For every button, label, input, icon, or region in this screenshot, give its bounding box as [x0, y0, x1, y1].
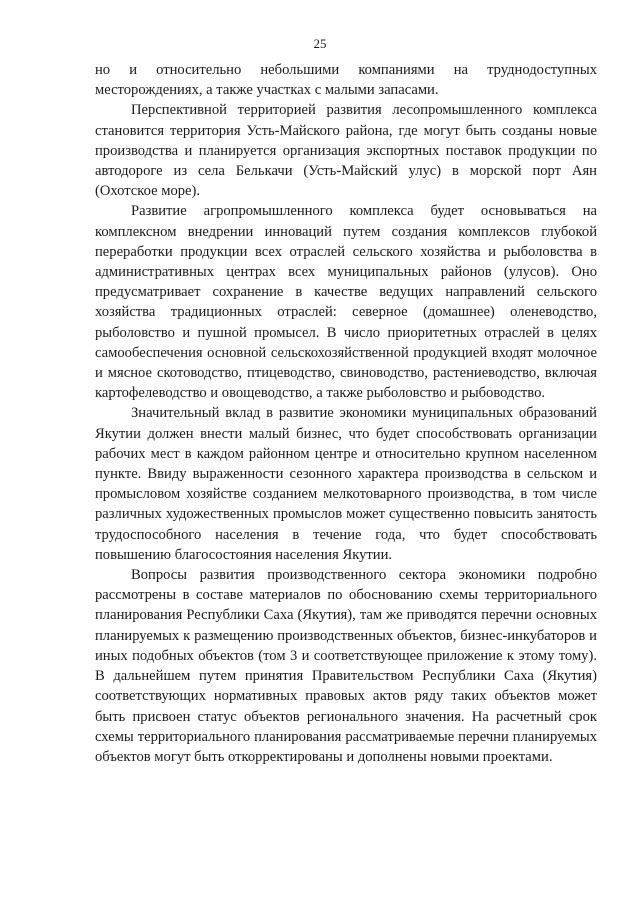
paragraph-small-business: Значительный вклад в развитие экономики муниципальных образований Якутии должен внести малый бизнес, что будет способствовать организации рабочих мест в каждом районном центре и относительно крупном населенном пункте. Ввиду выраженности сезонного характера производства в сельском и промысловом хозяйстве созданием мелкотоварного производства, в том числе различных художественных промыслов может существенно повысить занятость трудоспособного населения в течение года, что будет способствовать повышению благосостояния населения Якутии.	[95, 405, 597, 563]
page-number: 25	[313, 36, 327, 51]
document-body	[95, 60, 597, 767]
paragraph-production-sector: Вопросы развития производственного сектора экономики подробно рассмотрены в составе материалов по обоснованию схемы территориального планирования Республики Саха (Якутия), там же приводятся перечни основных планируемых к размещению производственных объектов, бизнес-инкубаторов и иных подобных объектов (том 3 и соответствующее приложение к этому тому). В дальнейшем путем принятия Правительством Республики Саха (Якутия) соответствующих нормативных правовых актов ряду таких объектов может быть присвоен статус объектов регионального значения. На расчетный срок схемы территориального планирования рассматриваемые перечни планируемых объектов могут быть откорректированы и дополнены новыми проектами.	[95, 567, 597, 765]
paragraph-continuation: но и относительно небольшими компаниями на труднодоступных месторождениях, а также участках с малыми запасами.	[95, 62, 597, 99]
paragraph-agriculture: Развитие агропромышленного комплекса будет основываться на комплексном внедрении инноваций путем создания комплексов глубокой переработки продукции всех отраслей сельского хозяйства и рыболовства в административных центрах всех муниципальных районов (улусов). Оно предусматривает сохранение в качестве ведущих направлений сельского хозяйства традиционных отраслей: северное (домашнее) оленеводство, рыболовство и пушной промысел. В число приоритетных отраслей в целях самообеспечения основной сельскохозяйственной продукцией входят молочное и мясное скотоводство, птицеводство, свиноводство, растениеводство, включая картофелеводство и овощеводство, а также рыболовство и рыбоводство.	[95, 203, 597, 402]
paragraph-forestry: Перспективной территорией развития лесопромышленного комплекса становится территория Усть-Майского района, где могут быть созданы новые производства и планируется организация экспортных поставок продукции по автодороге из села Белькачи (Усть-Майский улус) в морской порт Аян (Охотское море).	[95, 102, 597, 200]
